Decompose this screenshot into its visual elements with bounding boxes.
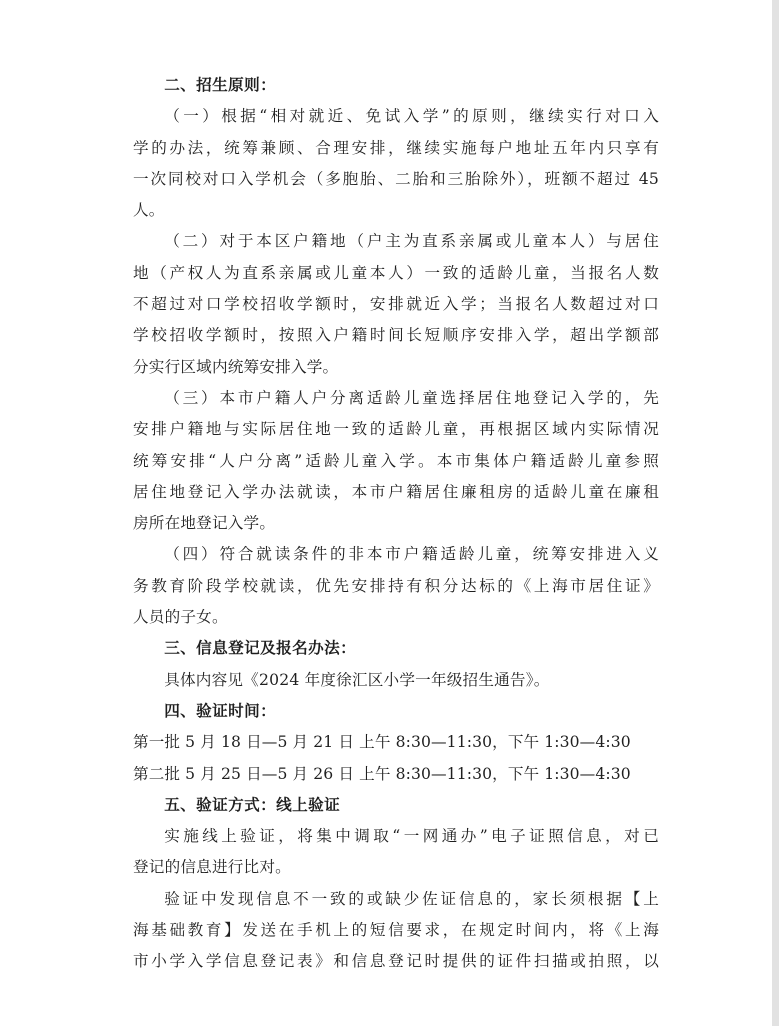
section-heading-admission-principles: 二、招生原则：: [164, 76, 277, 94]
section-heading-registration: 三、信息登记及报名办法：: [164, 639, 357, 658]
vertical-scrollbar[interactable]: [772, 0, 779, 1026]
paragraph-registration: 具体内容见《2024 年度徐汇区小学一年级招生通告》。: [164, 670, 550, 689]
verification-batch-1: 第一批 5 月 18 日—5 月 21 日 上午 8:30—11:30，下午 1:30—4:30: [133, 733, 631, 752]
paragraph-principle-1: （一）根据“相对就近、免试入学”的原则，继续实行对口入 学的办法，统筹兼顾、合理安排，继续实施每户地址五年内只享有 一次同校对口入学机会（多胞胎、二胎和三胎除外），班额不超过 45 人。: [133, 107, 659, 220]
paragraph-verification-1: 实施线上验证，将集中调取“一网通办”电子证照信息，对已 登记的信息进行比对。: [133, 827, 659, 877]
document-body: [133, 70, 659, 978]
section-heading-verification-time: 四、验证时间：: [164, 701, 277, 720]
verification-batch-2: 第二批 5 月 25 日—5 月 26 日 上午 8:30—11:30，下午 1:30—4:30: [133, 764, 631, 783]
paragraph-principle-4: （四）符合就读条件的非本市户籍适龄儿童，统筹安排进入义 务教育阶段学校就读，优先安排持有积分达标的《上海市居住证》 人员的子女。: [133, 545, 659, 627]
paragraph-principle-3: （三）本市户籍人户分离适龄儿童选择居住地登记入学的，先 安排户籍地与实际居住地一致的适龄儿童，再根据区域内实际情况 统筹安排“人户分离”适龄儿童入学。本市集体户籍适龄儿童参照 居住地登记入学办法就读，本市户籍居住廉租房的适龄儿童在廉租 房所在地登记入学。: [133, 388, 659, 533]
paragraph-verification-2: 验证中发现信息不一致的或缺少佐证信息的，家长须根据【上 海基础教育】发送在手机上的短信要求，在规定时间内，将《上海 市小学入学信息登记表》和信息登记时提供的证件扫描或拍照，以: [133, 889, 659, 971]
section-heading-verification-method: 五、验证方式：线上验证: [164, 795, 341, 814]
paragraph-principle-2: （二）对于本区户籍地（户主为直系亲属或儿童本人）与居住 地（产权人为直系亲属或儿童本人）一致的适龄儿童，当报名人数 不超过对口学校招收学额时，安排就近入学；当报名人数超过对口 学校招收学额时，按照入户籍时间长短顺序安排入学，超出学额部 分实行区域内统筹安排入学。: [133, 232, 659, 376]
